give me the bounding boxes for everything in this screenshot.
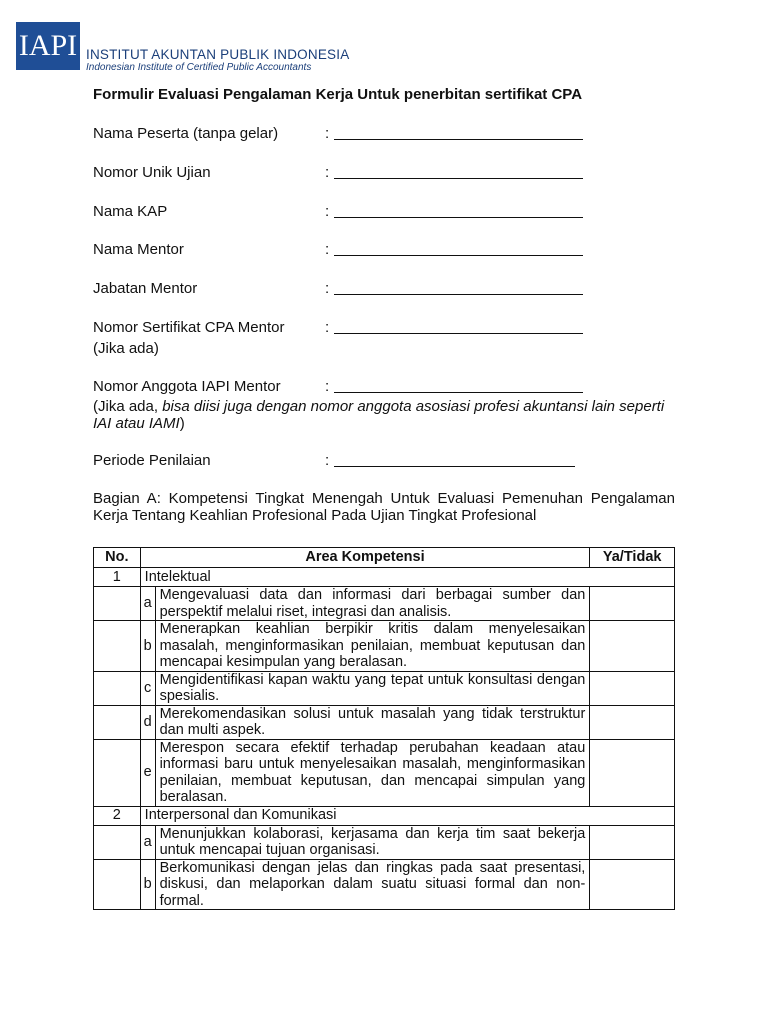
- note-italic: bisa diisi juga dengan nomor anggota asosiasi profesi akuntansi lain seperti IAI atau IAMI: [93, 398, 665, 432]
- field-label: Nomor Sertifikat CPA Mentor: [93, 319, 285, 336]
- table-header-row: [94, 548, 675, 568]
- field-label: Nomor Unik Ujian: [93, 164, 211, 181]
- ya-tidak-cell[interactable]: [590, 671, 675, 705]
- form-title: Formulir Evaluasi Pengalaman Kerja Untuk penerbitan sertifikat CPA: [93, 86, 583, 103]
- note-prefix: (Jika ada,: [93, 398, 163, 415]
- nomor-unik-ujian-input-line[interactable]: [334, 178, 583, 179]
- ya-tidak-cell[interactable]: [590, 705, 675, 739]
- field-colon: :: [325, 378, 330, 395]
- org-subtitle: Indonesian Institute of Certified Public Accountants: [86, 62, 312, 73]
- item-letter: a: [140, 825, 155, 859]
- ya-tidak-cell[interactable]: [590, 587, 675, 621]
- table-row: [94, 859, 675, 910]
- org-identity: [86, 48, 349, 73]
- header-area: Area Kompetensi: [140, 548, 590, 568]
- field-label: Periode Penilaian: [93, 452, 211, 469]
- empty-cell: [94, 671, 141, 705]
- empty-cell: [94, 621, 141, 672]
- item-letter: b: [140, 621, 155, 672]
- field-colon: :: [325, 241, 330, 258]
- empty-cell: [94, 587, 141, 621]
- note-suffix: ): [179, 415, 185, 432]
- field-label: Nama Mentor: [93, 241, 184, 258]
- item-letter: e: [140, 739, 155, 806]
- category-number: 2: [94, 806, 141, 825]
- item-description: Menunjukkan kolaborasi, kerjasama dan kerja tim saat bekerja untuk mencapai tujuan organisasi.: [155, 825, 590, 859]
- field-colon: :: [325, 203, 330, 220]
- empty-cell: [94, 739, 141, 806]
- category-name: Interpersonal dan Komunikasi: [140, 806, 674, 825]
- field-note: (Jika ada): [93, 340, 159, 357]
- empty-cell: [94, 705, 141, 739]
- table-row: [94, 671, 675, 705]
- periode-penilaian-input-line[interactable]: [334, 466, 575, 467]
- jabatan-mentor-input-line[interactable]: [334, 294, 583, 295]
- item-letter: d: [140, 705, 155, 739]
- field-colon: :: [325, 164, 330, 181]
- item-description: Menerapkan keahlian berpikir kritis dalam menyelesaikan masalah, menginformasikan penilaian, membuat keputusan dan mencapai kesimpulan yang beralasan.: [155, 621, 590, 672]
- nomor-sertifikat-cpa-input-line[interactable]: [334, 333, 583, 334]
- category-number: 1: [94, 568, 141, 587]
- header-no: No.: [94, 548, 141, 568]
- field-colon: :: [325, 125, 330, 142]
- logo-mark: IAPI: [18, 29, 78, 62]
- field-label: Nama KAP: [93, 203, 168, 220]
- nama-peserta-input-line[interactable]: [334, 139, 583, 140]
- category-row: [94, 806, 675, 825]
- empty-cell: [94, 825, 141, 859]
- table-row: [94, 587, 675, 621]
- nama-mentor-input-line[interactable]: [334, 255, 583, 256]
- table-row: [94, 621, 675, 672]
- table-row: [94, 739, 675, 806]
- competency-table: [93, 547, 675, 910]
- ya-tidak-cell[interactable]: [590, 859, 675, 910]
- empty-cell: [94, 859, 141, 910]
- field-label: Nomor Anggota IAPI Mentor: [93, 378, 281, 395]
- header-ya-tidak: Ya/Tidak: [590, 548, 675, 568]
- ya-tidak-cell[interactable]: [590, 621, 675, 672]
- table-row: [94, 825, 675, 859]
- iapi-logo: [16, 22, 80, 70]
- field-label: Jabatan Mentor: [93, 280, 198, 297]
- item-description: Berkomunikasi dengan jelas dan ringkas pada saat presentasi, diskusi, dan melaporkan dalam suatu situasi formal dan non-formal.: [155, 859, 590, 910]
- ya-tidak-cell[interactable]: [590, 739, 675, 806]
- item-description: Mengidentifikasi kapan waktu yang tepat untuk konsultasi dengan spesialis.: [155, 671, 590, 705]
- category-row: [94, 568, 675, 587]
- table-row: [94, 705, 675, 739]
- nama-kap-input-line[interactable]: [334, 217, 583, 218]
- item-description: Merekomendasikan solusi untuk masalah yang tidak terstruktur dan multi aspek.: [155, 705, 590, 739]
- org-name: INSTITUT AKUNTAN PUBLIK INDONESIA: [86, 47, 350, 62]
- field-colon: :: [325, 452, 330, 469]
- field-note-iapi: [93, 398, 675, 432]
- ya-tidak-cell[interactable]: [590, 825, 675, 859]
- item-description: Mengevaluasi data dan informasi dari berbagai sumber dan perspektif melalui riset, integrasi dan analisis.: [155, 587, 590, 621]
- category-name: Intelektual: [140, 568, 674, 587]
- field-colon: :: [325, 319, 330, 336]
- field-label: Nama Peserta (tanpa gelar): [93, 125, 279, 142]
- item-letter: c: [140, 671, 155, 705]
- item-letter: a: [140, 587, 155, 621]
- item-description: Merespon secara efektif terhadap perubahan keadaan atau informasi baru untuk menyelesaikan masalah, menginformasikan penilaian, membuat keputusan, dan mencapai simpulan yang beralasan.: [155, 739, 590, 806]
- field-colon: :: [325, 280, 330, 297]
- item-letter: b: [140, 859, 155, 910]
- nomor-anggota-iapi-input-line[interactable]: [334, 392, 583, 393]
- section-a-heading: Bagian A: Kompetensi Tingkat Menengah Untuk Evaluasi Pemenuhan Pengalaman Kerja Tentang Keahlian Profesional Pada Ujian Tingkat Profesional: [93, 490, 675, 524]
